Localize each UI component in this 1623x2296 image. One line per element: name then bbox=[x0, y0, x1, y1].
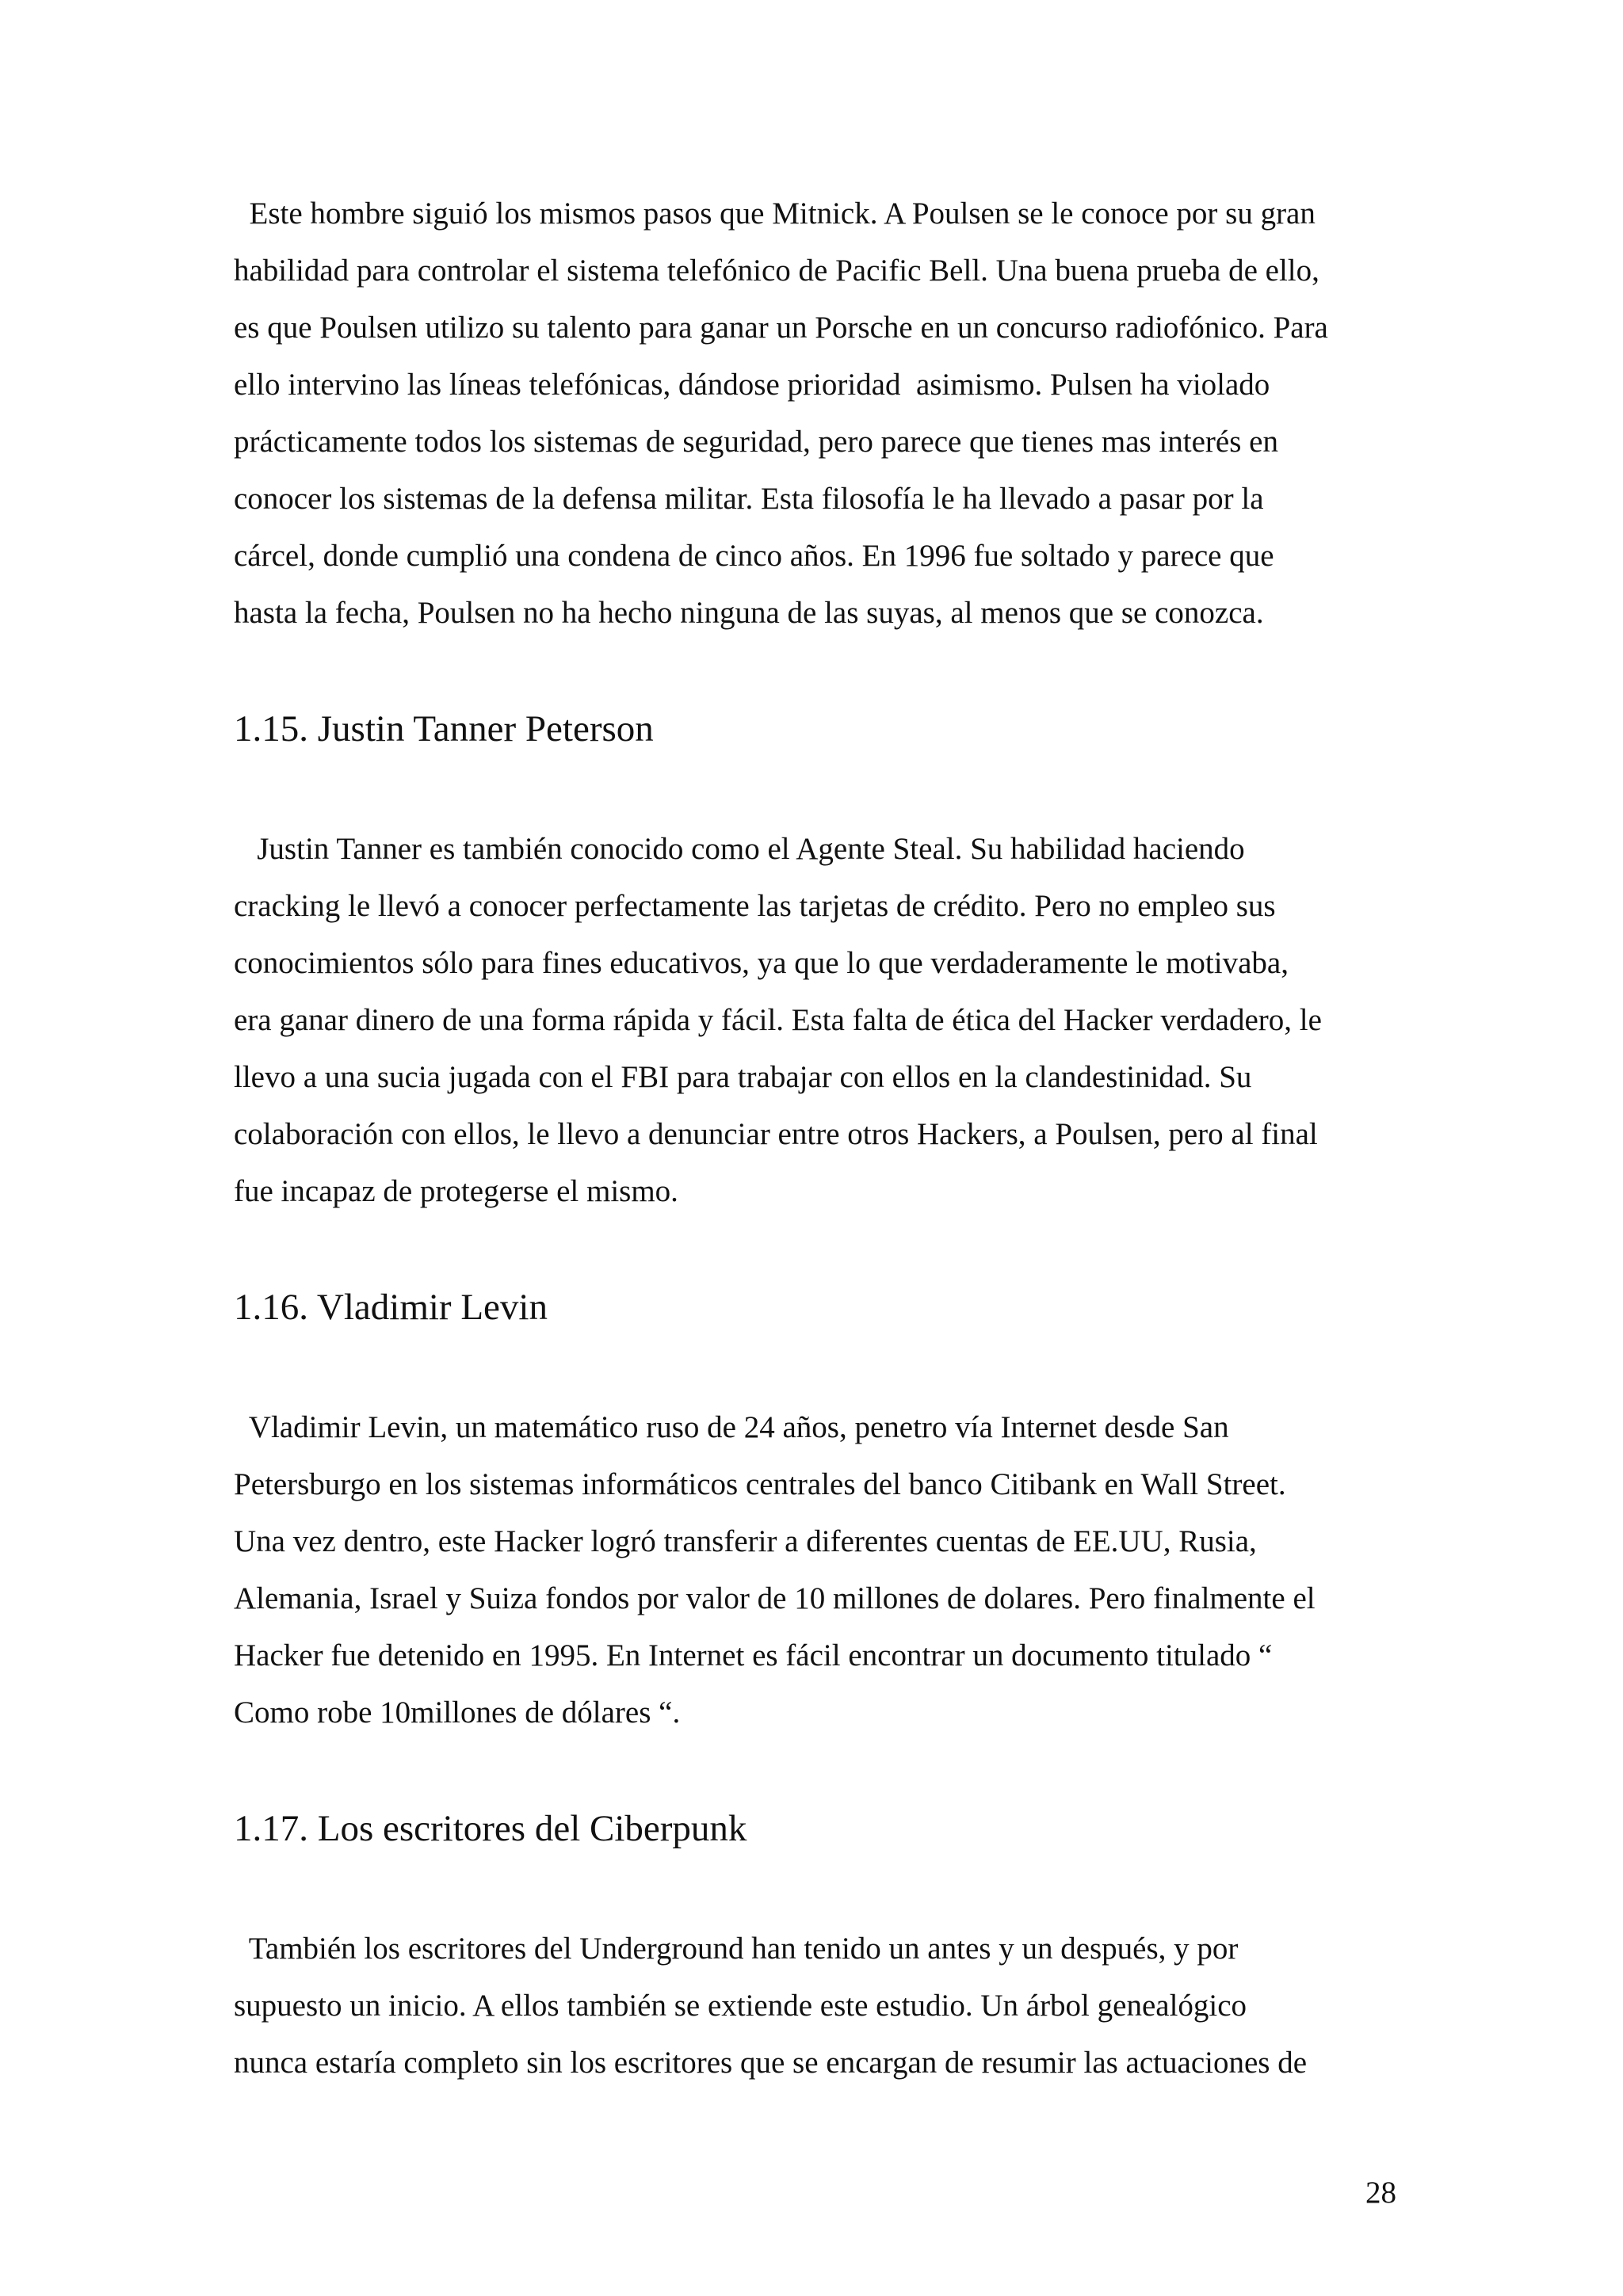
text-line: Una vez dentro, este Hacker logró transferir a diferentes cuentas de EE.UU, Rusia, bbox=[234, 1524, 1257, 1558]
text-line: hasta la fecha, Poulsen no ha hecho ninguna de las suyas, al menos que se conozca. bbox=[234, 596, 1264, 630]
text-line: habilidad para controlar el sistema telefónico de Pacific Bell. Una buena prueba de ello, bbox=[234, 254, 1319, 288]
paragraph-justin-tanner bbox=[234, 821, 1407, 1220]
text-line: conocer los sistemas de la defensa militar. Esta filosofía le ha llevado a pasar por la bbox=[234, 482, 1264, 516]
paragraph-ciberpunk-writers bbox=[234, 1920, 1407, 2092]
text-line: supuesto un inicio. A ellos también se extiende este estudio. Un árbol genealógico bbox=[234, 1989, 1247, 2023]
text-line: También los escritores del Underground han tenido un antes y un después, y por bbox=[234, 1932, 1239, 1966]
text-line: nunca estaría completo sin los escritores que se encargan de resumir las actuaciones de bbox=[234, 2046, 1308, 2080]
section-heading-1-17: 1.17. Los escritores del Ciberpunk bbox=[234, 1808, 747, 1849]
text-line: prácticamente todos los sistemas de seguridad, pero parece que tienes mas interés en bbox=[234, 425, 1278, 459]
text-line: llevo a una sucia jugada con el FBI para trabajar con ellos en la clandestinidad. Su bbox=[234, 1060, 1252, 1094]
text-line: era ganar dinero de una forma rápida y fácil. Esta falta de ética del Hacker verdadero, le bbox=[234, 1003, 1322, 1037]
text-line: Alemania, Israel y Suiza fondos por valor de 10 millones de dolares. Pero finalmente el bbox=[234, 1581, 1316, 1615]
section-heading-1-15: 1.15. Justin Tanner Peterson bbox=[234, 708, 654, 749]
text-line: Justin Tanner es también conocido como el Agente Steal. Su habilidad haciendo bbox=[234, 832, 1245, 866]
paragraph-vladimir-levin bbox=[234, 1399, 1407, 1741]
text-line: Petersburgo en los sistemas informáticos centrales del banco Citibank en Wall Street. bbox=[234, 1467, 1286, 1501]
text-line: Como robe 10millones de dólares “. bbox=[234, 1695, 681, 1730]
text-line: Vladimir Levin, un matemático ruso de 24 años, penetro vía Internet desde San bbox=[234, 1410, 1229, 1444]
text-line: Hacker fue detenido en 1995. En Internet es fácil encontrar un documento titulado “ bbox=[234, 1638, 1273, 1672]
text-line: ello intervino las líneas telefónicas, dándose prioridad asimismo. Pulsen ha violado bbox=[234, 368, 1270, 402]
text-line: Este hombre siguió los mismos pasos que Mitnick. A Poulsen se le conoce por su gran bbox=[234, 196, 1316, 231]
text-line: colaboración con ellos, le llevo a denunciar entre otros Hackers, a Poulsen, pero al final bbox=[234, 1117, 1318, 1151]
text-line: cárcel, donde cumplió una condena de cinco años. En 1996 fue soltado y parece que bbox=[234, 539, 1274, 573]
section-heading-1-16: 1.16. Vladimir Levin bbox=[234, 1287, 548, 1328]
text-line: conocimientos sólo para fines educativos, ya que lo que verdaderamente le motivaba, bbox=[234, 946, 1289, 980]
paragraph-poulsen bbox=[234, 185, 1407, 642]
text-line: es que Poulsen utilizo su talento para ganar un Porsche en un concurso radiofónico. Para bbox=[234, 311, 1328, 345]
text-line: cracking le llevó a conocer perfectamente las tarjetas de crédito. Pero no empleo sus bbox=[234, 889, 1276, 923]
text-line: fue incapaz de protegerse el mismo. bbox=[234, 1174, 678, 1208]
page-number: 28 bbox=[1365, 2176, 1396, 2210]
